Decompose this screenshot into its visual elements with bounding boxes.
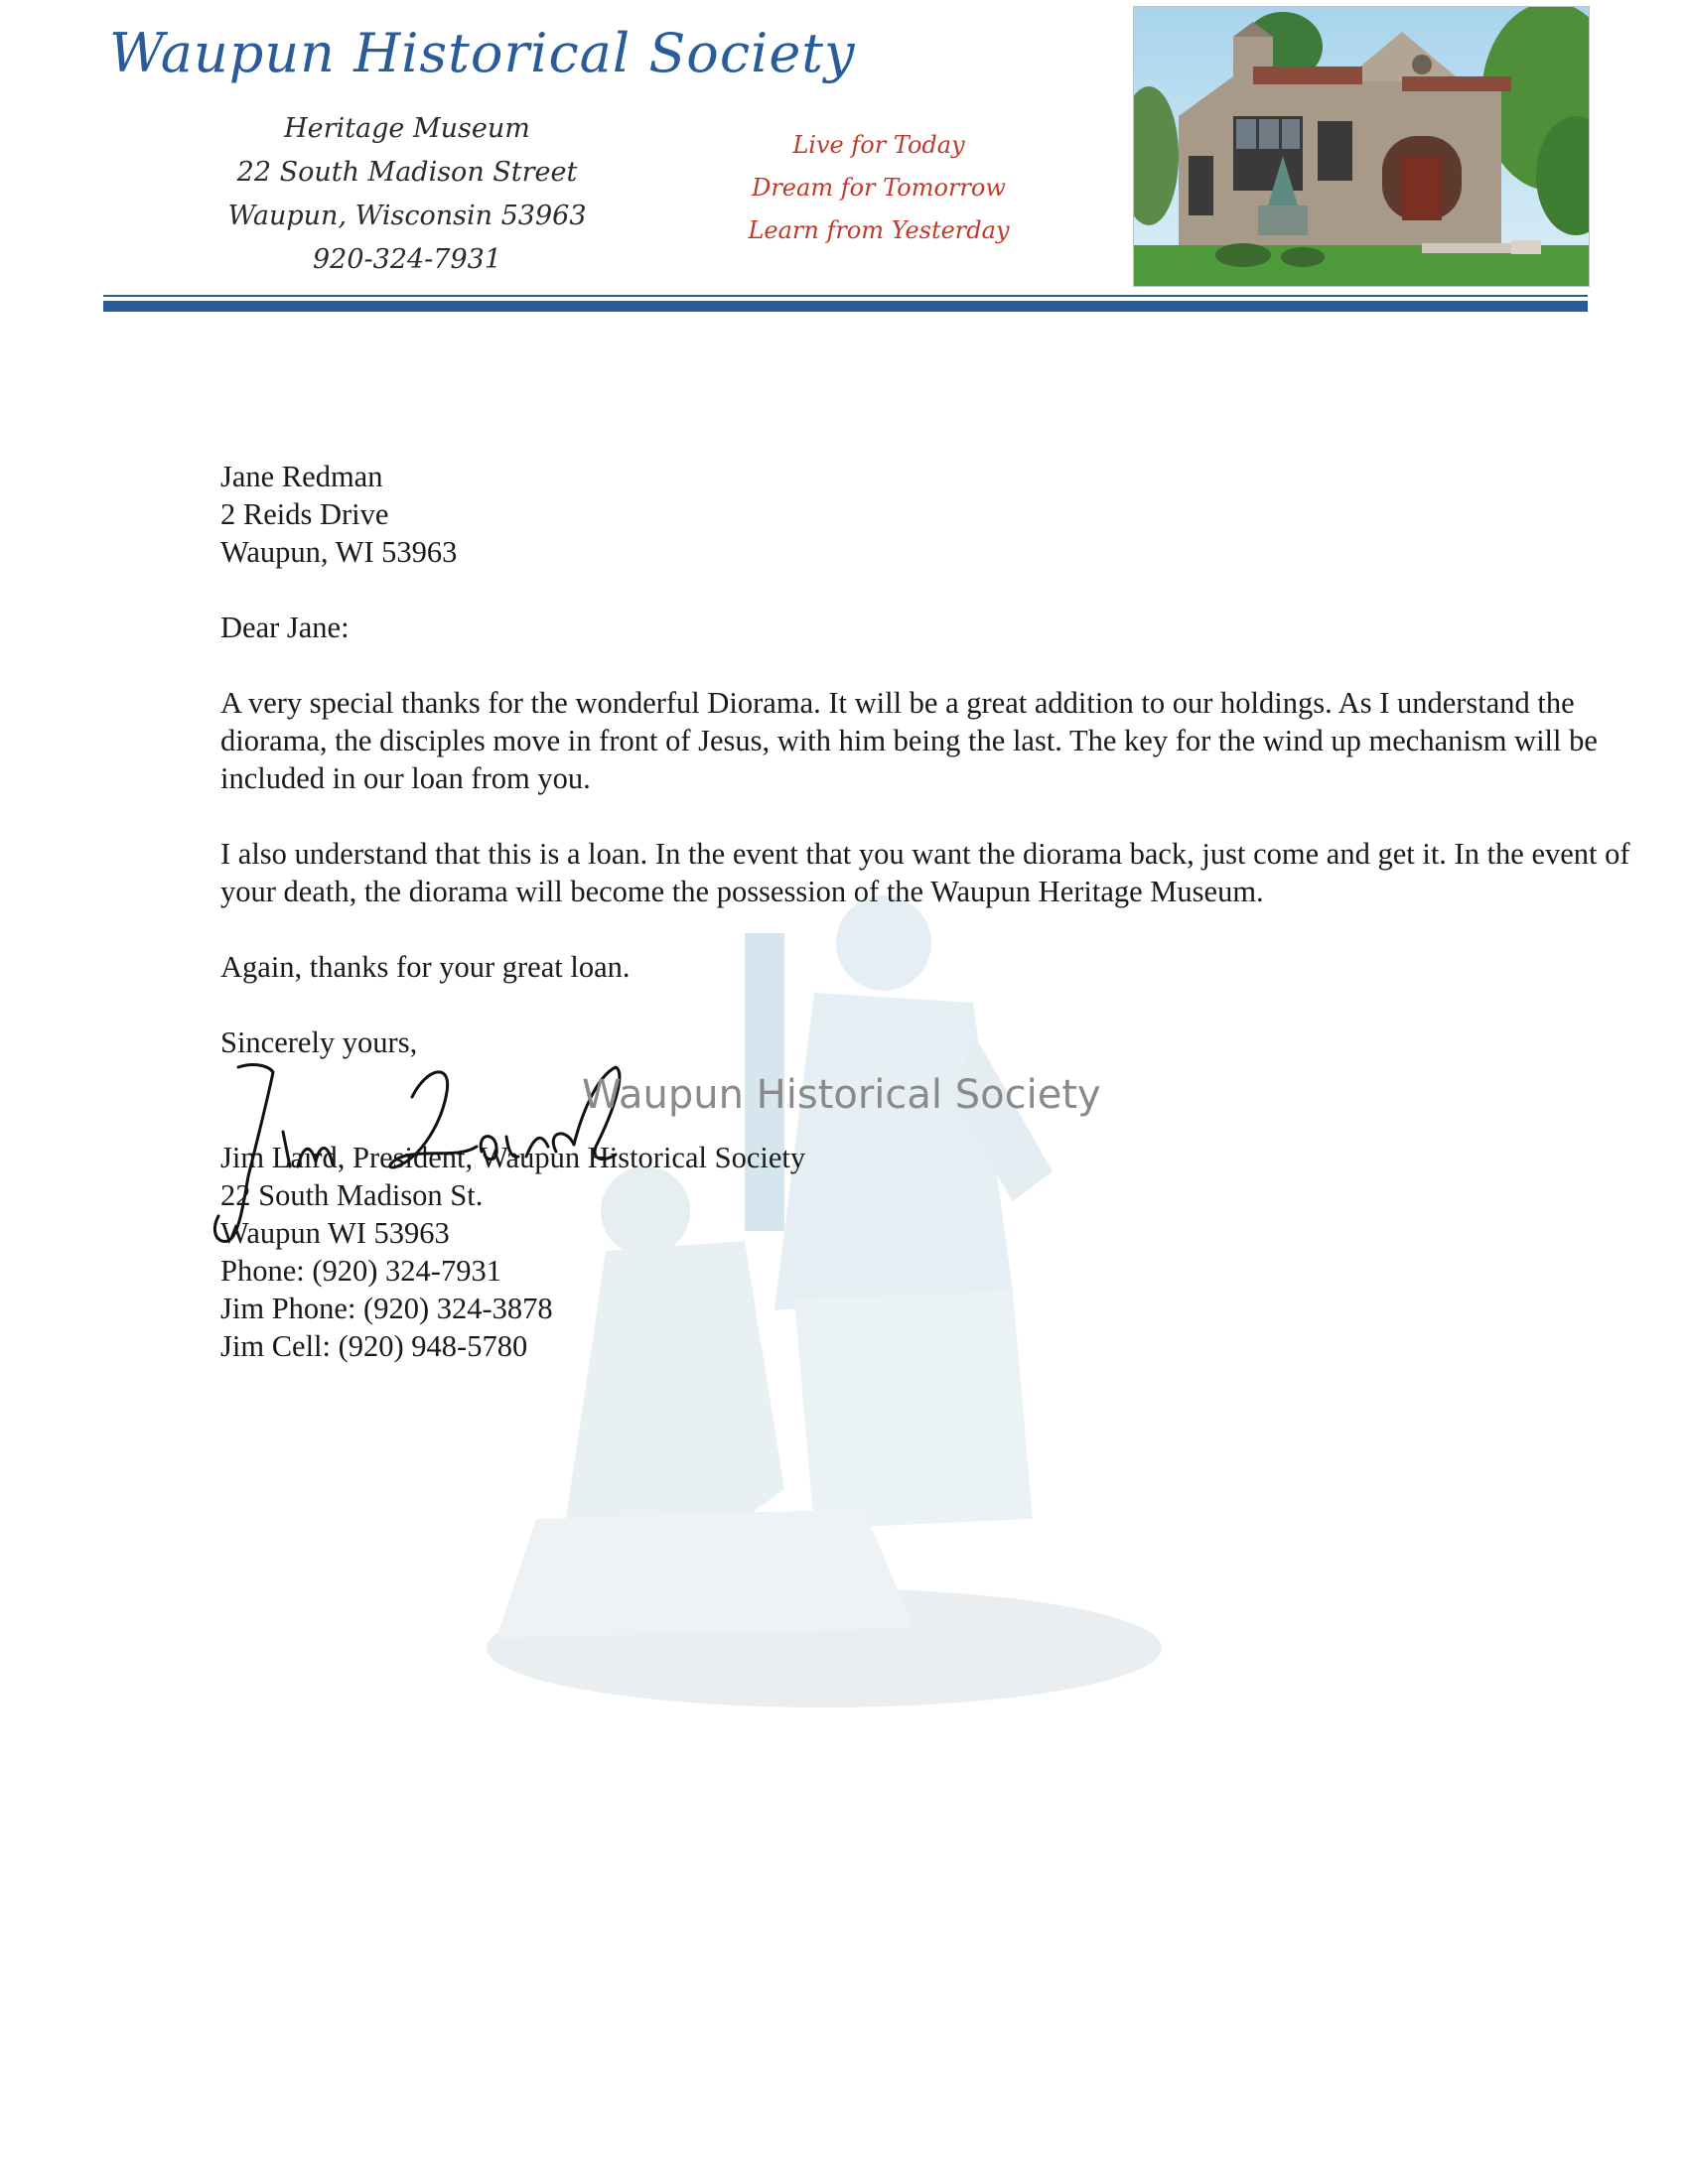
sender-name-title: Jim Laird, President, Waupun Historical Society bbox=[220, 1141, 806, 1174]
paragraph-thanks: A very special thanks for the wonderful Diorama. It will be a great addition to our holdings. As I understand the diorama, the disciples move in front of Jesus, with him being the last. The key for the wind up mechanism will be included in our loan from you. bbox=[220, 686, 1598, 795]
motto-yesterday: Learn from Yesterday bbox=[748, 216, 1010, 244]
museum-name: Heritage Museum bbox=[284, 113, 530, 144]
city-state-zip: Waupun, Wisconsin 53963 bbox=[227, 201, 587, 231]
sender-city: Waupun WI 53963 bbox=[220, 1216, 450, 1250]
sender-jim-cell: Jim Cell: (920) 948-5780 bbox=[220, 1329, 528, 1363]
museum-phone: 920-324-7931 bbox=[312, 244, 502, 275]
paragraph-loan-terms: I also understand that this is a loan. In the event that you want the diorama back, just come and get it. In the event of your death, the diorama will become the possession of the Waupun Heritage Museum. bbox=[220, 837, 1630, 908]
letterhead-rule-thick bbox=[103, 301, 1588, 312]
letterhead-mottos bbox=[735, 124, 1023, 252]
letterhead-title: Waupun Historical Society bbox=[109, 22, 856, 84]
recipient-city: Waupun, WI 53963 bbox=[220, 535, 458, 569]
museum-building-photo bbox=[1133, 6, 1590, 287]
sender-phone: Phone: (920) 324-7931 bbox=[220, 1254, 501, 1288]
recipient-street: 2 Reids Drive bbox=[220, 497, 389, 531]
street-address: 22 South Madison Street bbox=[236, 157, 578, 188]
sender-street: 22 South Madison St. bbox=[220, 1178, 484, 1212]
watermark-text: Waupun Historical Society bbox=[582, 1072, 1101, 1118]
motto-tomorrow: Dream for Tomorrow bbox=[752, 174, 1006, 202]
motto-today: Live for Today bbox=[792, 131, 965, 159]
handwritten-signature bbox=[199, 1037, 675, 1256]
letterhead-address bbox=[209, 107, 606, 282]
letterhead-rule-thin bbox=[103, 295, 1588, 297]
recipient-name: Jane Redman bbox=[220, 460, 383, 493]
paragraph-again-thanks: Again, thanks for your great loan. bbox=[220, 950, 631, 984]
recipient-address bbox=[220, 458, 1650, 571]
closing: Sincerely yours, bbox=[220, 1025, 418, 1059]
salutation: Dear Jane: bbox=[220, 611, 350, 644]
sender-jim-phone: Jim Phone: (920) 324-3878 bbox=[220, 1292, 553, 1325]
